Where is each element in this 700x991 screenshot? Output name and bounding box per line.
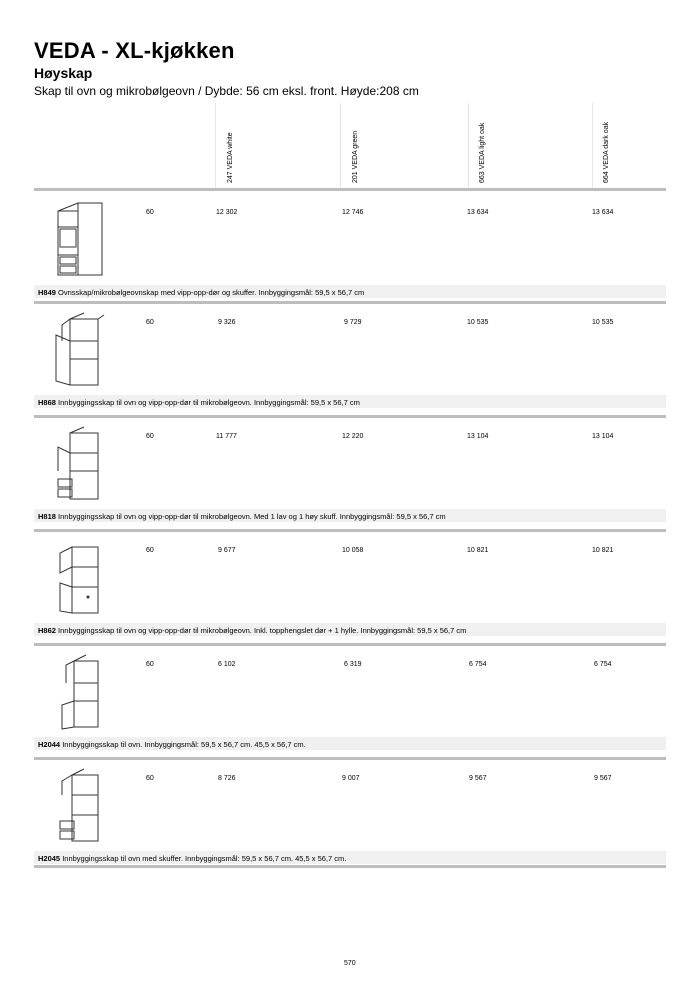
price-light-oak: 9 567 — [469, 775, 487, 782]
cabinet-open-doors-icon — [48, 537, 108, 617]
price-green: 9 007 — [342, 775, 360, 782]
price-white: 11 777 — [216, 433, 237, 440]
price-white: 12 302 — [216, 209, 238, 216]
row-divider — [34, 529, 666, 532]
price-dark-oak: 6 754 — [594, 661, 612, 668]
product-text: Innbyggingsskap til ovn og vipp-opp-dør til mikrobølgeovn. Innbyggingsmål: 59,5 x 56,7 cm — [58, 398, 360, 407]
product-description — [38, 626, 466, 635]
product-row — [34, 415, 666, 525]
product-text: Innbyggingsskap til ovn og vipp-opp-dør til mikrobølgeovn. Inkl. topphengslet dør + 1 hylle. Innbyggingsmål: 59,5 x 56,7 cm — [58, 626, 467, 635]
price-white: 9 677 — [218, 547, 236, 554]
price-light-oak: 10 535 — [467, 319, 489, 326]
product-text: Innbyggingsskap til ovn med skuffer. Innbyggingsmål: 59,5 x 56,7 cm. 45,5 x 56,7 cm. — [62, 854, 347, 863]
width-value: 60 — [146, 775, 154, 782]
page-title: VEDA - XL-kjøkken — [34, 38, 235, 63]
product-code: H868 — [38, 398, 56, 407]
product-code: H2044 — [38, 740, 61, 749]
product-row — [34, 301, 666, 411]
product-row — [34, 529, 666, 639]
product-text: Innbyggingsskap til ovn. Innbyggingsmål: 59,5 x 56,7 cm. 45,5 x 56,7 cm. — [62, 740, 306, 749]
page-number: 570 — [344, 960, 356, 967]
price-green: 10 058 — [342, 547, 364, 554]
cabinet-drawers-icon — [48, 765, 108, 845]
column-divider — [592, 103, 593, 188]
price-green: 6 319 — [344, 661, 362, 668]
product-code: H862 — [38, 626, 56, 635]
row-divider — [34, 643, 666, 646]
product-description — [38, 398, 360, 407]
product-row — [34, 757, 666, 867]
price-dark-oak: 9 567 — [594, 775, 612, 782]
bottom-divider — [34, 865, 666, 868]
column-header-white: 247 VEDA white — [227, 132, 234, 183]
price-green: 9 729 — [344, 319, 362, 326]
product-row — [34, 643, 666, 753]
price-light-oak: 10 821 — [467, 547, 489, 554]
product-row — [34, 191, 666, 301]
product-text: Ovnsskap/mikrobølgeovnskap med vipp-opp-dør og skuffer. Innbyggingsmål: 59,5 x 56,7 cm — [58, 288, 365, 297]
product-description — [38, 512, 446, 521]
width-value: 60 — [146, 209, 154, 216]
column-divider — [340, 103, 341, 188]
product-description — [38, 740, 306, 749]
section-title: Høyskap — [34, 65, 93, 81]
cabinet-drawers-icon — [48, 423, 108, 503]
cabinet-open-doors-icon — [48, 309, 108, 389]
price-white: 8 726 — [218, 775, 236, 782]
column-header-light-oak: 663 VEDA light oak — [479, 122, 486, 183]
width-value: 60 — [146, 433, 154, 440]
price-green: 12 220 — [342, 433, 364, 440]
row-divider — [34, 757, 666, 760]
price-dark-oak: 13 104 — [592, 433, 614, 440]
price-light-oak: 13 104 — [467, 433, 489, 440]
price-green: 12 746 — [342, 209, 364, 216]
section-description: Skap til ovn og mikrobølgeovn / Dybde: 56 cm eksl. front. Høyde:208 cm — [34, 84, 419, 98]
product-code: H2045 — [38, 854, 61, 863]
column-header-dark-oak: 664 VEDA dark oak — [603, 121, 610, 183]
cabinet-open-shelves-icon — [48, 651, 108, 731]
width-value: 60 — [146, 319, 154, 326]
product-code: H818 — [38, 512, 56, 521]
product-code: H849 — [38, 288, 56, 297]
price-white: 9 326 — [218, 319, 236, 326]
price-dark-oak: 13 634 — [592, 209, 614, 216]
width-value: 60 — [146, 661, 154, 668]
product-description — [38, 288, 364, 297]
product-text: Innbyggingsskap til ovn og vipp-opp-dør til mikrobølgeovn. Med 1 lav og 1 høy skuff. Innbyggingsmål: 59,5 x 56,7 cm — [58, 512, 446, 521]
price-light-oak: 13 634 — [467, 209, 489, 216]
column-header-green: 201 VEDA green — [352, 130, 359, 183]
product-description — [38, 854, 346, 863]
column-divider — [215, 103, 216, 188]
price-white: 6 102 — [218, 661, 236, 668]
width-value: 60 — [146, 547, 154, 554]
row-divider — [34, 301, 666, 304]
cabinet-drawers-icon — [48, 199, 108, 279]
row-divider — [34, 415, 666, 418]
column-divider — [468, 103, 469, 188]
price-dark-oak: 10 535 — [592, 319, 614, 326]
price-dark-oak: 10 821 — [592, 547, 614, 554]
price-light-oak: 6 754 — [469, 661, 487, 668]
